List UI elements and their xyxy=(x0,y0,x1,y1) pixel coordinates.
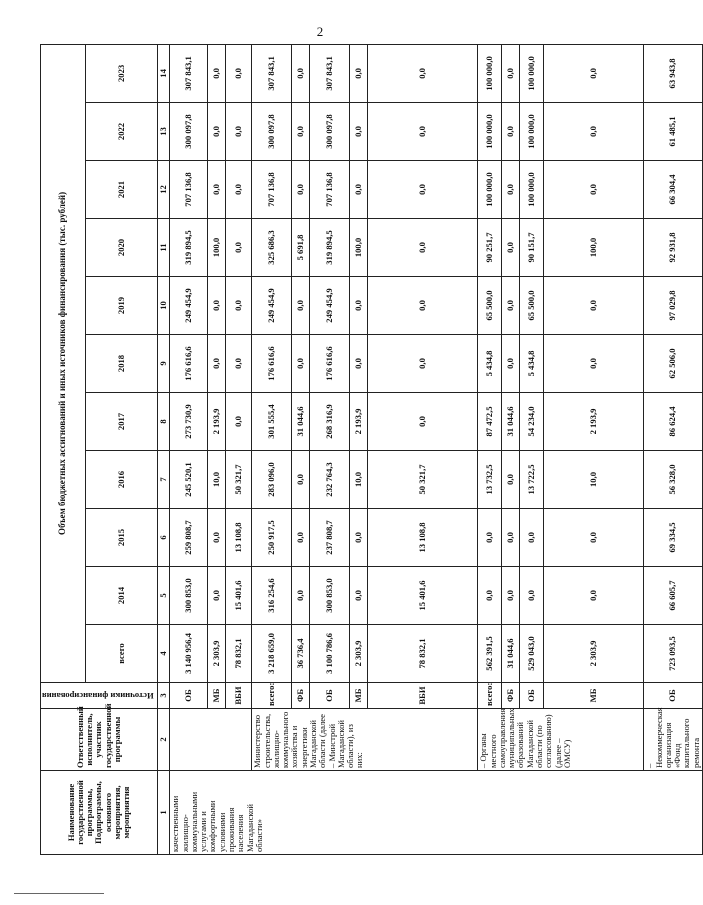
year-value-cell: 0,0 xyxy=(350,161,368,219)
table-row xyxy=(252,44,292,854)
funding-source-cell: ВБИ xyxy=(368,683,478,709)
total-cell: 78 832,1 xyxy=(368,625,478,683)
total-cell: 2 303,9 xyxy=(208,625,226,683)
year-value-cell: 176 616,6 xyxy=(310,335,350,393)
year-value-cell: 0,0 xyxy=(502,509,520,567)
total-cell: 2 303,9 xyxy=(544,625,644,683)
year-value-cell: 13 732,5 xyxy=(478,451,502,509)
year-value-cell: 232 764,3 xyxy=(310,451,350,509)
year-value-cell: 92 931,8 xyxy=(644,219,703,277)
year-value-cell: 0,0 xyxy=(208,567,226,625)
funding-source-cell: всего: xyxy=(252,683,292,709)
column-number: 11 xyxy=(157,219,169,277)
year-value-cell: 0,0 xyxy=(208,335,226,393)
year-value-cell: 62 506,0 xyxy=(644,335,703,393)
year-value-cell: 100,0 xyxy=(350,219,368,277)
responsible-ministry-cell: Министерство строительства, жилищно-коммунального хозяйства и энергетики Магаданской области (далее – Минстрой Магаданской области), из них: xyxy=(252,709,478,771)
total-cell: 3 140 956,4 xyxy=(170,625,208,683)
funding-source-cell: ВБИ xyxy=(226,683,252,709)
column-number: 9 xyxy=(157,335,169,393)
year-value-cell: 300 097,8 xyxy=(310,103,350,161)
year-value-cell: 0,0 xyxy=(292,335,310,393)
year-value-cell: 300 097,8 xyxy=(252,103,292,161)
year-value-cell: 50 321,7 xyxy=(368,451,478,509)
year-value-cell: 0,0 xyxy=(292,277,310,335)
year-value-cell: 237 808,7 xyxy=(310,509,350,567)
year-value-cell: 100 000,0 xyxy=(520,161,544,219)
year-value-cell: 0,0 xyxy=(292,451,310,509)
year-value-cell: 87 472,5 xyxy=(478,393,502,451)
year-value-cell: 2 193,9 xyxy=(350,393,368,451)
year-value-cell: 97 029,8 xyxy=(644,277,703,335)
header-year: 2021 xyxy=(85,161,157,219)
year-value-cell: 0,0 xyxy=(502,567,520,625)
column-number: 12 xyxy=(157,161,169,219)
header-year: 2015 xyxy=(85,509,157,567)
year-value-cell: 0,0 xyxy=(292,567,310,625)
column-number: 3 xyxy=(157,683,169,709)
funding-source-cell: МБ xyxy=(208,683,226,709)
year-value-cell: 319 894,5 xyxy=(170,219,208,277)
column-number: 7 xyxy=(157,451,169,509)
year-value-cell: 0,0 xyxy=(226,44,252,102)
year-value-cell: 283 096,0 xyxy=(252,451,292,509)
year-value-cell: 0,0 xyxy=(368,103,478,161)
header-year: 2019 xyxy=(85,277,157,335)
year-value-cell: 245 520,1 xyxy=(170,451,208,509)
total-cell: 3 100 786,6 xyxy=(310,625,350,683)
header-year: 2017 xyxy=(85,393,157,451)
responsible-fund-cell: – Некоммерческая организация «Фонд капитального ремонта xyxy=(644,709,703,771)
year-value-cell: 0,0 xyxy=(544,103,644,161)
total-cell: 2 303,9 xyxy=(350,625,368,683)
footer-rule xyxy=(14,893,104,894)
total-cell: 36 736,4 xyxy=(292,625,310,683)
responsible-cell-empty xyxy=(170,709,252,771)
year-value-cell: 0,0 xyxy=(208,509,226,567)
column-number: 8 xyxy=(157,393,169,451)
year-value-cell: 15 401,6 xyxy=(226,567,252,625)
year-value-cell: 300 853,0 xyxy=(170,567,208,625)
year-value-cell: 325 686,3 xyxy=(252,219,292,277)
funding-source-cell: ОБ xyxy=(520,683,544,709)
year-value-cell: 10,0 xyxy=(544,451,644,509)
year-value-cell: 2 193,9 xyxy=(544,393,644,451)
year-value-cell: 0,0 xyxy=(502,44,520,102)
year-value-cell: 13 108,8 xyxy=(226,509,252,567)
year-value-cell: 0,0 xyxy=(502,451,520,509)
year-value-cell: 0,0 xyxy=(350,509,368,567)
year-value-cell: 707 136,8 xyxy=(252,161,292,219)
table-caption: Объем бюджетных ассигнований и иных источников финансирования (тыс. рублей) xyxy=(41,44,86,682)
year-value-cell: 0,0 xyxy=(544,509,644,567)
year-value-cell: 65 500,0 xyxy=(520,277,544,335)
rotated-page-content xyxy=(40,45,701,855)
funding-source-cell: ОБ xyxy=(170,683,208,709)
total-cell: 78 832,1 xyxy=(226,625,252,683)
year-value-cell: 707 136,8 xyxy=(310,161,350,219)
table-row xyxy=(478,44,502,854)
total-cell: 31 044,6 xyxy=(502,625,520,683)
year-value-cell: 0,0 xyxy=(368,393,478,451)
year-value-cell: 13 108,8 xyxy=(368,509,478,567)
total-cell: 723 093,5 xyxy=(644,625,703,683)
year-value-cell: 31 044,6 xyxy=(292,393,310,451)
year-value-cell: 10,0 xyxy=(208,451,226,509)
year-value-cell: 0,0 xyxy=(502,103,520,161)
header-year: 2014 xyxy=(85,567,157,625)
year-value-cell: 0,0 xyxy=(350,44,368,102)
funding-source-cell: МБ xyxy=(350,683,368,709)
year-value-cell: 316 254,6 xyxy=(252,567,292,625)
funding-source-cell: ОБ xyxy=(644,683,703,709)
year-value-cell: 0,0 xyxy=(544,44,644,102)
page-number: 2 xyxy=(316,24,324,39)
year-value-cell: 0,0 xyxy=(502,335,520,393)
year-value-cell: 100 000,0 xyxy=(478,161,502,219)
year-value-cell: 0,0 xyxy=(368,44,478,102)
year-value-cell: 0,0 xyxy=(368,335,478,393)
year-value-cell: 66 605,7 xyxy=(644,567,703,625)
year-value-cell: 31 044,6 xyxy=(502,393,520,451)
funding-source-cell: ФБ xyxy=(502,683,520,709)
year-value-cell: 0,0 xyxy=(520,567,544,625)
header-year: 2016 xyxy=(85,451,157,509)
year-value-cell: 61 485,1 xyxy=(644,103,703,161)
year-value-cell: 100,0 xyxy=(208,219,226,277)
year-value-cell: 0,0 xyxy=(292,44,310,102)
year-value-cell: 259 808,7 xyxy=(170,509,208,567)
year-value-cell: 0,0 xyxy=(368,277,478,335)
year-value-cell: 249 454,9 xyxy=(252,277,292,335)
year-value-cell: 0,0 xyxy=(208,44,226,102)
column-number: 6 xyxy=(157,509,169,567)
header-year: 2020 xyxy=(85,219,157,277)
year-value-cell: 268 316,9 xyxy=(310,393,350,451)
year-value-cell: 69 334,5 xyxy=(644,509,703,567)
table-row xyxy=(644,44,703,854)
year-value-cell: 319 894,5 xyxy=(310,219,350,277)
year-value-cell: 176 616,6 xyxy=(252,335,292,393)
year-value-cell: 0,0 xyxy=(502,277,520,335)
year-value-cell: 5 691,8 xyxy=(292,219,310,277)
funding-source-cell: ОБ xyxy=(310,683,350,709)
column-number: 4 xyxy=(157,625,169,683)
year-value-cell: 0,0 xyxy=(226,277,252,335)
year-value-cell: 13 722,5 xyxy=(520,451,544,509)
year-value-cell: 100 000,0 xyxy=(478,44,502,102)
year-value-cell: 10,0 xyxy=(350,451,368,509)
year-value-cell: 100 000,0 xyxy=(520,103,544,161)
header-name: Наименование государственной программы, Подпрограммы, основного мероприятия, мероприятия xyxy=(41,771,158,855)
table-row xyxy=(170,44,208,854)
column-number: 10 xyxy=(157,277,169,335)
year-value-cell: 54 234,0 xyxy=(520,393,544,451)
year-value-cell: 0,0 xyxy=(520,509,544,567)
year-value-cell: 0,0 xyxy=(226,335,252,393)
year-value-cell: 0,0 xyxy=(368,219,478,277)
year-value-cell: 0,0 xyxy=(544,277,644,335)
year-value-cell: 0,0 xyxy=(208,161,226,219)
year-value-cell: 0,0 xyxy=(208,103,226,161)
year-value-cell: 0,0 xyxy=(350,277,368,335)
year-value-cell: 66 304,4 xyxy=(644,161,703,219)
year-value-cell: 0,0 xyxy=(544,567,644,625)
year-value-cell: 50 321,7 xyxy=(226,451,252,509)
year-value-cell: 249 454,9 xyxy=(170,277,208,335)
year-value-cell: 0,0 xyxy=(502,161,520,219)
year-value-cell: 5 434,8 xyxy=(478,335,502,393)
total-cell: 562 391,5 xyxy=(478,625,502,683)
funding-source-cell: ФБ xyxy=(292,683,310,709)
year-value-cell: 176 616,6 xyxy=(170,335,208,393)
year-value-cell: 307 843,1 xyxy=(310,44,350,102)
year-value-cell: 0,0 xyxy=(350,335,368,393)
year-value-cell: 0,0 xyxy=(368,161,478,219)
funding-source-cell: МБ xyxy=(544,683,644,709)
year-value-cell: 63 943,8 xyxy=(644,44,703,102)
column-number: 5 xyxy=(157,567,169,625)
year-value-cell: 2 193,9 xyxy=(208,393,226,451)
year-value-cell: 307 843,1 xyxy=(170,44,208,102)
year-value-cell: 100 000,0 xyxy=(478,103,502,161)
year-value-cell: 65 500,0 xyxy=(478,277,502,335)
year-value-cell: 301 555,4 xyxy=(252,393,292,451)
year-value-cell: 300 853,0 xyxy=(310,567,350,625)
header-year: всего xyxy=(85,625,157,683)
year-value-cell: 0,0 xyxy=(226,393,252,451)
year-value-cell: 56 328,0 xyxy=(644,451,703,509)
year-value-cell: 90 251,7 xyxy=(478,219,502,277)
year-value-cell: 100,0 xyxy=(544,219,644,277)
year-value-cell: 100 000,0 xyxy=(520,44,544,102)
header-year: 2022 xyxy=(85,103,157,161)
year-value-cell: 250 917,5 xyxy=(252,509,292,567)
header-year: 2023 xyxy=(85,44,157,102)
year-value-cell: 0,0 xyxy=(350,103,368,161)
year-value-cell: 0,0 xyxy=(292,103,310,161)
column-number: 13 xyxy=(157,103,169,161)
year-value-cell: 0,0 xyxy=(292,161,310,219)
header-sources xyxy=(41,683,158,709)
column-number: 1 xyxy=(157,771,169,855)
year-value-cell: 0,0 xyxy=(226,161,252,219)
column-number: 14 xyxy=(157,44,169,102)
year-value-cell: 300 097,8 xyxy=(170,103,208,161)
year-value-cell: 0,0 xyxy=(292,509,310,567)
year-value-cell: 90 151,7 xyxy=(520,219,544,277)
year-value-cell: 0,0 xyxy=(544,161,644,219)
year-value-cell: 0,0 xyxy=(350,567,368,625)
year-value-cell: 0,0 xyxy=(502,219,520,277)
year-value-cell: 249 454,9 xyxy=(310,277,350,335)
responsible-omsu-cell: – Органы местного самоуправления муниципальных образований Магаданской области (по согласованию) (далее – ОМСУ) xyxy=(478,709,644,771)
year-value-cell: 5 434,8 xyxy=(520,335,544,393)
year-value-cell: 0,0 xyxy=(544,335,644,393)
year-value-cell: 0,0 xyxy=(208,277,226,335)
column-number: 2 xyxy=(157,709,169,771)
funding-source-cell: всего: xyxy=(478,683,502,709)
total-cell: 529 043,0 xyxy=(520,625,544,683)
header-sources-label: Источники финансирования xyxy=(42,691,154,702)
year-value-cell: 0,0 xyxy=(478,509,502,567)
year-value-cell: 15 401,6 xyxy=(368,567,478,625)
header-responsible: Ответственный исполнитель, участник государственной программы xyxy=(41,709,158,771)
budget-table xyxy=(40,44,703,855)
program-name-cell: качественными жилищно-коммунальными услугами и комфортными условиями проживания населения Магаданской области» xyxy=(170,771,703,855)
year-value-cell: 273 730,9 xyxy=(170,393,208,451)
year-value-cell: 307 843,1 xyxy=(252,44,292,102)
total-cell: 3 218 659,0 xyxy=(252,625,292,683)
header-year: 2018 xyxy=(85,335,157,393)
year-value-cell: 0,0 xyxy=(226,103,252,161)
year-value-cell: 707 136,8 xyxy=(170,161,208,219)
year-value-cell: 86 624,4 xyxy=(644,393,703,451)
year-value-cell: 0,0 xyxy=(226,219,252,277)
year-value-cell: 0,0 xyxy=(478,567,502,625)
